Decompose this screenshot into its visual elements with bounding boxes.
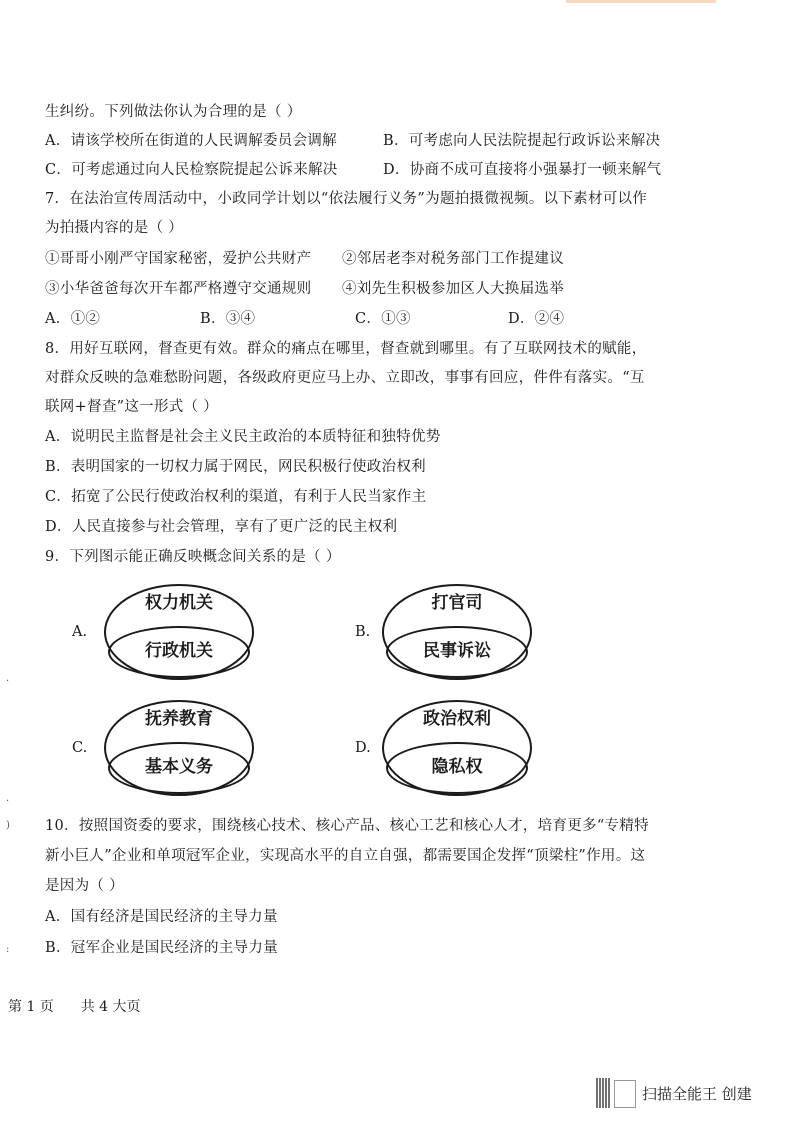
scan-margin-mark: ·: [6, 796, 10, 807]
scan-margin-mark: ·: [6, 676, 10, 687]
q10-option-a: A．国有经济是国民经济的主导力量: [45, 909, 278, 925]
q9-diagram-b: [382, 584, 532, 680]
scan-margin-mark: ): [6, 820, 10, 831]
q7-option-d: D．②④: [508, 311, 565, 327]
q9-stem: 9．下列图示能正确反映概念间关系的是（ ）: [45, 549, 341, 565]
q7-option-a: A．①②: [45, 311, 101, 327]
page-total: 共 4 大页: [80, 999, 141, 1015]
q10-stem-line2: 新小巨人”企业和单项冠军企业，实现高水平的自立自强，都需要国企发挥“顶梁柱”作用。这: [45, 848, 646, 864]
q7-stem-line1: 7．在法治宣传周活动中，小政同学计划以“依法履行义务”为题拍摄微视频。以下素材可以作: [45, 191, 648, 207]
q9-option-d-label: D.: [355, 740, 371, 756]
outer-concept-label: 打官司: [431, 593, 483, 613]
q8-option-a: A．说明民主监督是社会主义民主政治的本质特征和独特优势: [45, 429, 441, 445]
q7-item-3: ③小华爸爸每次开车都严格遵守交通规则: [45, 281, 312, 297]
q8-stem-line2: 对群众反映的急难愁盼问题，各级政府更应马上办、立即改，事事有回应，件件有落实。“互: [45, 370, 645, 386]
outer-concept-label: 抚养教育: [145, 709, 213, 729]
q8-stem-line1: 8．用好互联网，督查更有效。群众的痛点在哪里，督查就到哪里。有了互联网技术的赋能，: [45, 341, 647, 357]
outer-concept-label: 权力机关: [145, 593, 213, 613]
q8-option-b: B．表明国家的一切权力属于网民，网民积极行使政治权利: [45, 459, 426, 475]
q7-item-1: ①哥哥小刚严守国家秘密，爱护公共财产: [45, 251, 312, 267]
inner-concept-label: 隐私权: [431, 757, 483, 777]
scanner-logo-icon: [614, 1080, 636, 1108]
q9-diagram-c: [104, 700, 254, 796]
q10-option-b: B．冠军企业是国民经济的主导力量: [45, 940, 278, 956]
watermark-text: 扫描全能王 创建: [642, 1085, 752, 1103]
inner-concept-label: 行政机关: [145, 641, 213, 661]
q9-diagram-d: [382, 700, 532, 796]
scan-margin-mark: :: [6, 944, 10, 955]
q7-item-4: ④刘先生积极参加区人大换届选举: [342, 281, 564, 297]
inner-concept-label: 民事诉讼: [423, 641, 491, 661]
qr-code-icon: [596, 1078, 610, 1108]
q8-option-d: D．人民直接参与社会管理，享有了更广泛的民主权利: [45, 519, 398, 535]
top-edge-strip: [566, 0, 716, 3]
q6-stem-tail: 生纠纷。下列做法你认为合理的是（ ）: [45, 104, 302, 120]
q7-option-b: B．③④: [200, 311, 256, 327]
q7-option-c: C．①③: [355, 311, 411, 327]
q6-option-b: B．可考虑向人民法院提起行政诉讼来解决: [383, 133, 661, 149]
q7-stem-line2: 为拍摄内容的是（ ）: [45, 220, 184, 236]
q10-stem-line1: 10．按照国资委的要求，围绕核心技术、核心产品、核心工艺和核心人才，培育更多“专精特: [45, 818, 649, 834]
q9-diagram-a: [104, 584, 254, 680]
scanner-watermark: [592, 1076, 772, 1110]
q9-option-b-label: B.: [355, 624, 371, 640]
inner-concept-label: 基本义务: [145, 757, 213, 777]
outer-concept-label: 政治权利: [423, 709, 491, 729]
q8-option-c: C．拓宽了公民行使政治权利的渠道，有利于人民当家作主: [45, 489, 427, 505]
q6-option-a: A．请该学校所在街道的人民调解委员会调解: [45, 133, 337, 149]
q7-item-2: ②邻居老李对税务部门工作提建议: [342, 251, 564, 267]
page-footer: [8, 997, 141, 1017]
q6-option-d: D．协商不成可直接将小强暴打一顿来解气: [383, 162, 662, 178]
q9-option-a-label: A.: [72, 624, 88, 640]
page-number: 第 1 页: [8, 999, 54, 1015]
q10-stem-line3: 是因为（ ）: [45, 878, 124, 894]
q8-stem-line3: 联网+督查”这一形式（ ）: [45, 399, 219, 415]
q9-option-c-label: C.: [72, 740, 88, 756]
q6-option-c: C．可考虑通过向人民检察院提起公诉来解决: [45, 162, 338, 178]
